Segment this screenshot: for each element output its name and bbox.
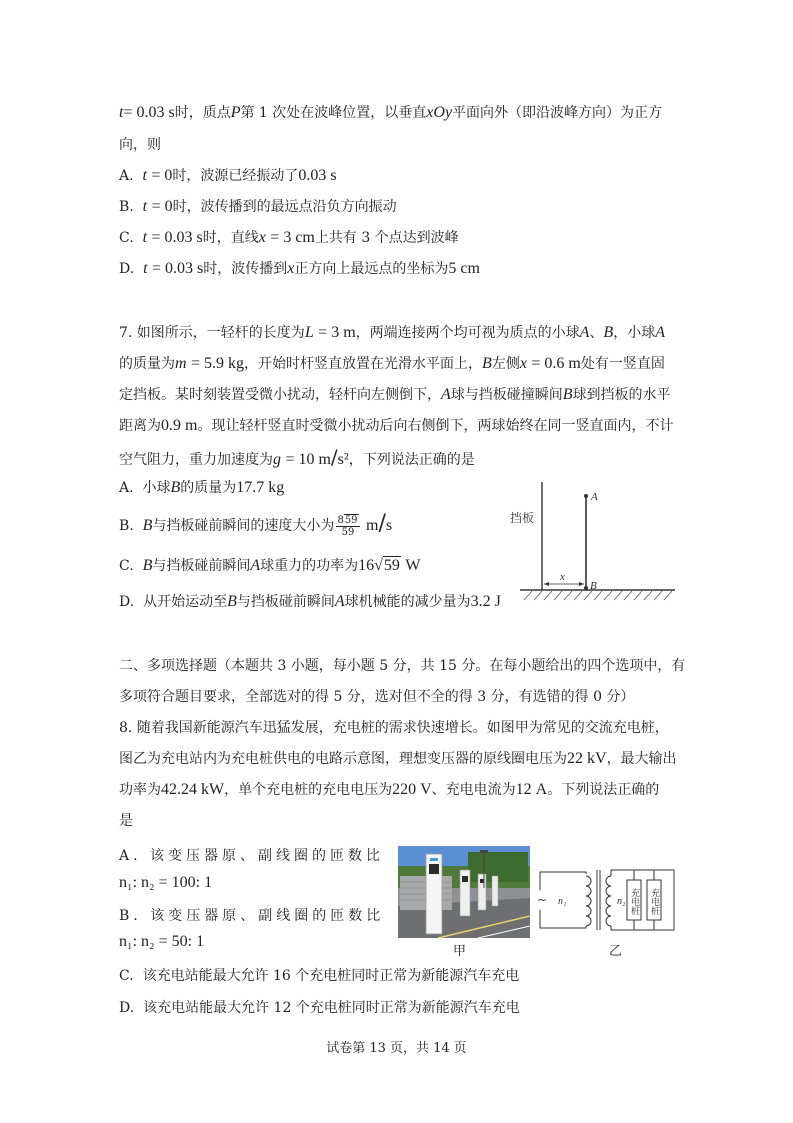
label-a: A <box>591 491 598 503</box>
value: 12 A <box>515 781 548 798</box>
option-text: 球机械能的减少量为 <box>344 594 471 610</box>
text: 平面向外（即沿波峰方向）为正方 <box>452 105 663 121</box>
q8-option-a-ratio: n₁: n₂ = 100: 1 <box>119 874 213 891</box>
q6-option-c <box>119 228 459 248</box>
option-text: 正方向上最远点的坐标为 <box>294 261 449 277</box>
q6-option-d <box>119 259 480 279</box>
var-l: L <box>304 324 314 341</box>
q8-stem-line-4: 是 <box>119 813 133 829</box>
text: 距离为 <box>119 418 161 434</box>
text: 的质量为 <box>119 356 175 372</box>
text: ，单个充电桩的充电电压为 <box>224 782 393 798</box>
q6-option-b <box>119 197 397 217</box>
q6-option-a <box>119 166 337 186</box>
option-label: A. <box>119 480 134 496</box>
var-b: B <box>142 517 153 534</box>
option-text: 球重力的功率为 <box>260 558 359 574</box>
value: 22 kV <box>567 750 607 767</box>
option-text: 的质量为 <box>180 480 237 496</box>
text: 图乙为充电站内为充电桩供电的电路示意图，理想变压器的原线圈电压为 <box>119 751 567 767</box>
text: ，两端连接两个均可视为质点的小球 <box>355 325 580 341</box>
q7-option-a <box>119 478 284 498</box>
q6-stem-line-2: 向，则 <box>119 137 161 153</box>
q7-stem-line-1 <box>119 323 665 343</box>
q8-option-a <box>119 846 384 866</box>
var-t: t <box>119 104 124 121</box>
text: 。下列说法正确的 <box>547 782 660 798</box>
option-label: A. <box>119 168 134 184</box>
text: 功率为 <box>119 782 161 798</box>
var-t: t <box>143 260 148 277</box>
var-t: t <box>142 198 148 215</box>
text: 。现让轻杆竖直时受微小扰动后向右侧倒下，两球始终在同一竖直面内，不计 <box>197 418 674 434</box>
option-text: 从开始运动至 <box>143 594 228 610</box>
var-b: B <box>482 355 492 372</box>
arrow-head-right <box>579 582 584 586</box>
option-text: 上共有 3 个点达到波峰 <box>314 230 459 246</box>
fraction: $\frac{859}{59}$ <box>337 514 358 538</box>
var-a: A <box>655 324 665 341</box>
q7-stem-line-3 <box>119 385 671 405</box>
option-text: 该变压器原、副线圈的匝数比 <box>150 908 385 924</box>
q7-option-b <box>119 511 393 538</box>
option-label: C. <box>119 230 134 246</box>
text: 定挡板。某时刻装置受微小扰动，轻杆向左侧倒下， <box>119 387 441 403</box>
option-text: 与挡板碰前瞬间 <box>236 594 335 610</box>
unit: m <box>366 517 379 534</box>
var-x: x <box>258 229 266 246</box>
text: 7. 如图所示，一轻杆的长度为 <box>119 325 305 341</box>
q7-stem-line-5 <box>119 447 475 470</box>
text: 左侧 <box>491 356 520 372</box>
q7-stem-line-4 <box>119 416 673 436</box>
var-m: m <box>175 355 187 372</box>
q8-option-b <box>119 906 384 926</box>
option-text: 与挡板碰前瞬间的速度大小为 <box>152 518 335 534</box>
var-g: g <box>273 451 281 468</box>
q7-figure <box>500 478 680 606</box>
var-b: B <box>142 557 153 574</box>
var-b: B <box>562 386 573 403</box>
value: = 3 cm <box>270 229 315 246</box>
var-b: B <box>227 593 237 610</box>
transformer-circuit <box>536 860 678 940</box>
var-p: P <box>230 104 241 121</box>
q8-stem-line-1: 8. 随着我国新能源汽车迅猛发展，充电桩的需求快速增长。如图甲为常见的交流充电桩， <box>119 720 669 736</box>
value: 42.24 kW <box>161 781 225 798</box>
unit: s² <box>337 451 349 468</box>
unit: s <box>385 517 393 534</box>
slash: / <box>330 445 338 469</box>
text: ，最大输出 <box>606 751 677 767</box>
value: = 10 m <box>285 451 331 468</box>
caption-yi: 乙 <box>609 944 623 959</box>
label-pile-2: 充电桩 <box>649 888 659 915</box>
option-text: 时，波源已经振动了 <box>172 168 299 184</box>
option-text: 时，波传播到的最远点沿负方向振动 <box>172 199 397 215</box>
value: 0.03 s <box>298 167 337 184</box>
option-text: 小球 <box>142 480 171 496</box>
option-text: 时，直线 <box>202 230 259 246</box>
var-x: x <box>519 355 527 372</box>
q7-stem-line-2 <box>119 354 665 374</box>
root-sign: √ <box>374 557 383 574</box>
q8-stem-line-2 <box>119 749 677 769</box>
unit: W <box>405 557 421 574</box>
value: = 0 <box>151 167 173 184</box>
text: 、 <box>589 325 604 341</box>
value: = 5.9 kg <box>191 355 245 372</box>
q8-option-c <box>119 966 519 986</box>
option-label: C. <box>119 558 134 574</box>
q8-option-d <box>119 998 520 1018</box>
caption-jia: 甲 <box>453 944 467 959</box>
option-label: B. <box>119 199 134 215</box>
q7-option-c <box>119 556 420 576</box>
option-label: B. <box>119 908 142 924</box>
option-text: 与挡板碰前瞬间 <box>152 558 251 574</box>
ground-hatch <box>524 591 672 600</box>
label-plate: 挡板 <box>510 511 535 525</box>
page-footer: 试卷第 13 页，共 14 页 <box>326 1041 467 1056</box>
option-label: D. <box>119 261 135 277</box>
text: ，下列说法正确的是 <box>348 452 475 468</box>
ac-source-icon: ~ <box>537 893 548 907</box>
value: = 3 m <box>318 324 356 341</box>
label-n2: n₂ <box>617 896 626 907</box>
section2-line-1: 二、多项选择题（本题共 3 小题，每小题 5 分，共 15 分。在每小题给出的四个选项中，有 <box>119 658 686 674</box>
ball-a <box>584 494 588 498</box>
ball-b <box>584 586 588 590</box>
label-pile-1: 充电桩 <box>629 888 639 915</box>
text: 处有一竖直固 <box>580 356 665 372</box>
value: = 0.6 m <box>531 355 581 372</box>
text: ，小球 <box>613 325 656 341</box>
value-time: = 0.03 s <box>123 104 175 121</box>
arrow-head-left <box>544 582 549 586</box>
text: 球到挡板的水平 <box>572 387 671 403</box>
option-text: 该充电站能最大允许 16 个充电桩同时正常为新能源汽车充电 <box>142 968 520 984</box>
option-label: B. <box>119 518 134 534</box>
value: 59 <box>383 557 400 574</box>
option-label: C. <box>119 968 134 984</box>
charging-station-photo <box>398 846 530 938</box>
value: 220 V <box>392 781 432 798</box>
var-a: A <box>441 386 451 403</box>
value: 17.7 kg <box>236 479 285 496</box>
label-x: x <box>560 571 565 583</box>
q8-option-b-ratio: n₁: n₂ = 50: 1 <box>119 933 205 950</box>
var-a: A <box>250 557 261 574</box>
text: 球与挡板碰撞瞬间 <box>450 387 563 403</box>
value: 3.2 J <box>470 593 501 610</box>
var-xoy: xOy <box>426 104 453 121</box>
label-n1: n₁ <box>558 896 567 907</box>
text: 、充电电流为 <box>431 782 516 798</box>
secondary-coil <box>606 876 611 926</box>
value: 0.9 m <box>161 417 198 434</box>
value: = 0 <box>151 198 173 215</box>
q6-stem-line-1 <box>119 103 662 123</box>
section2-line-2: 多项符合题目要求，全部选对的得 5 分，选对但不全的得 3 分，有选错的得 0 分） <box>119 689 635 705</box>
var-a: A <box>579 324 590 341</box>
text: 空气阻力，重力加速度为 <box>119 452 273 468</box>
var-a: A <box>334 593 345 610</box>
var-b: B <box>603 324 614 341</box>
text: 时，质点 <box>174 105 231 121</box>
label-b: B <box>590 580 597 592</box>
option-text: 该充电站能最大允许 12 个充电桩同时正常为新能源汽车充电 <box>143 1000 520 1016</box>
value: 5 cm <box>448 260 480 277</box>
text: 第 1 次处在波峰位置，以垂直 <box>240 105 427 121</box>
q8-stem-line-3 <box>119 780 659 800</box>
var-x: x <box>287 260 295 277</box>
var-t: t <box>142 167 147 184</box>
value: = 0.03 s <box>152 260 204 277</box>
option-text: 该变压器原、副线圈的匝数比 <box>150 848 385 864</box>
option-label: D. <box>119 594 135 610</box>
var-b: B <box>170 479 181 496</box>
option-label: D. <box>119 1000 135 1016</box>
value: 16 <box>358 557 375 574</box>
option-text: 时，波传播到 <box>203 261 288 277</box>
option-label: A. <box>119 848 142 864</box>
var-t: t <box>142 229 148 246</box>
value: = 0.03 s <box>151 229 203 246</box>
slash: / <box>378 511 386 536</box>
text: ，开始时杆竖直放置在光滑水平面上， <box>244 356 483 372</box>
q7-option-d <box>119 592 501 612</box>
